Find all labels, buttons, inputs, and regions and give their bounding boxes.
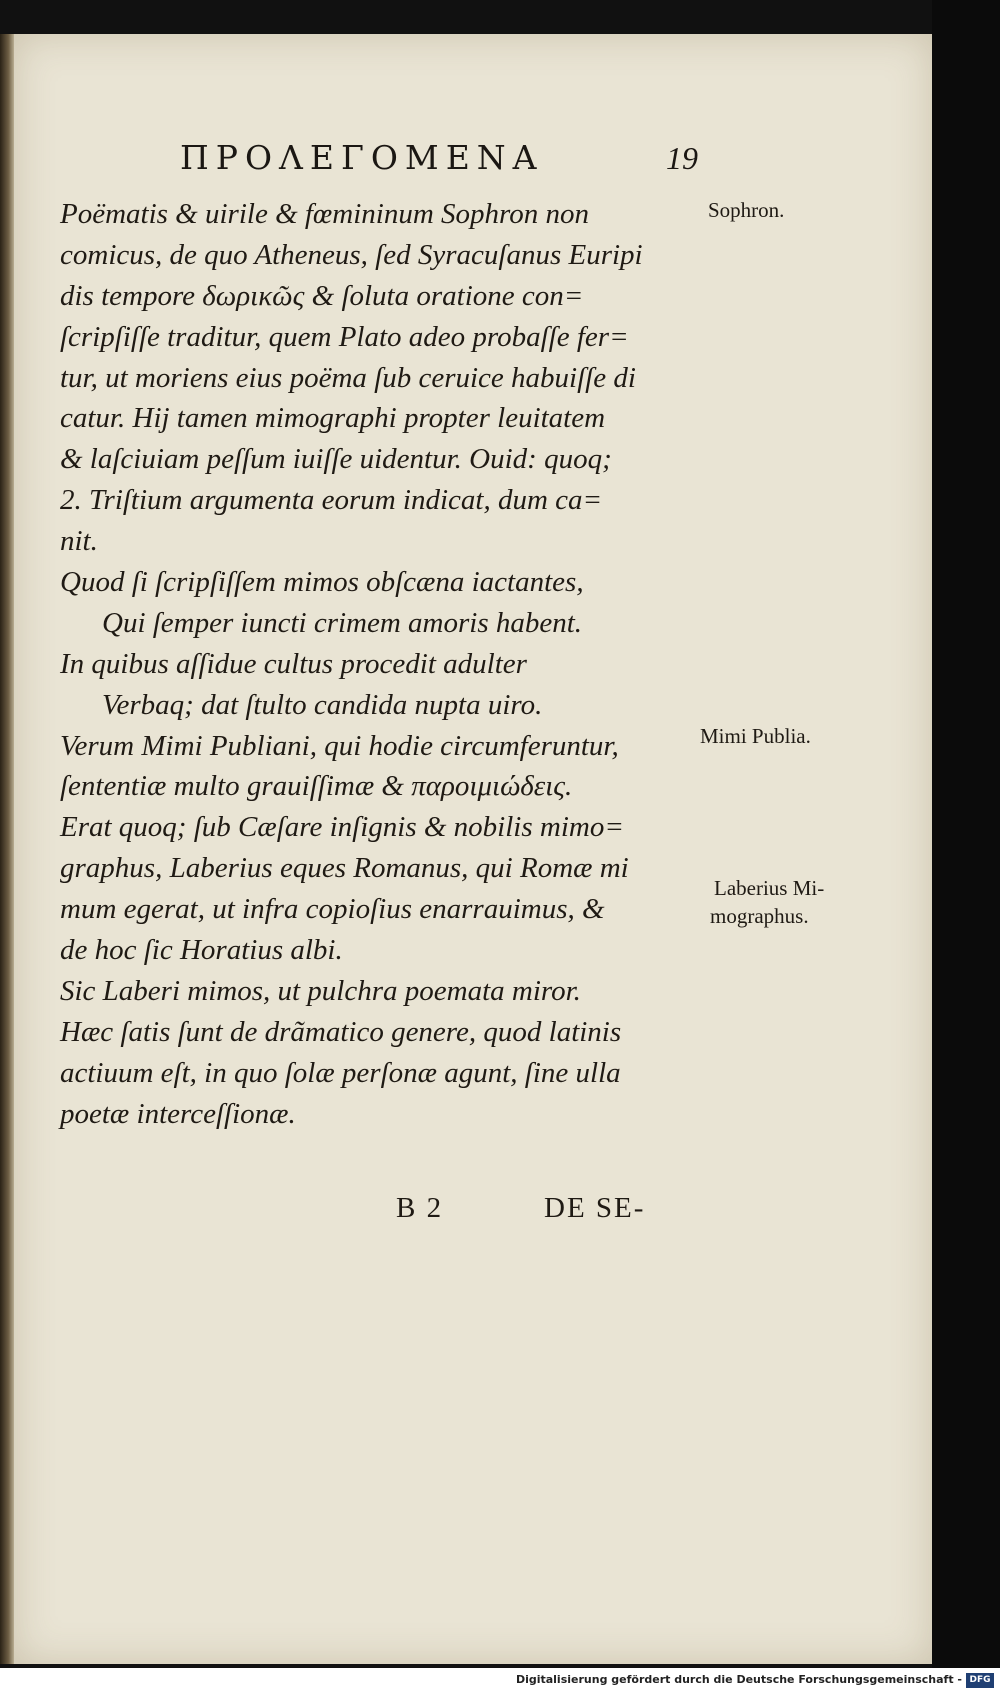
text-line: comicus, de quo Atheneus, ſed Syracuſanus Euripi [60, 238, 643, 271]
verse-line: Qui ſemper iuncti crimem amoris habent. [102, 606, 583, 639]
text-line: Hæc ſatis ſunt de drãmatico genere, quod latinis [60, 1015, 622, 1048]
book-page [14, 34, 932, 1664]
page-number: 19 [666, 140, 698, 176]
text-line: graphus, Laberius eques Romanus, qui Romæ mi [60, 852, 629, 885]
text-line: ſcripſiſſe traditur, quem Plato adeo probaſſe fer= [60, 320, 629, 353]
text-line: ſententiæ multo grauiſſimæ & παροιμιώδεις. [60, 770, 573, 803]
text-line: nit. [60, 525, 98, 558]
text-line: de hoc ſic Horatius albi. [60, 934, 343, 967]
text-line: tur, ut moriens eius poëma ſub ceruice habuiſſe di [60, 361, 636, 394]
text-line: dis tempore δωρικῶς & ſoluta oratione con= [60, 279, 584, 312]
catchword: DE SE- [544, 1192, 646, 1224]
footer-credit: Digitalisierung gefördert durch die Deutsche Forschungsgemeinschaft - [515, 1673, 962, 1686]
book-gutter [0, 34, 14, 1664]
text-line: mum egerat, ut infra copioſius enarrauimus, & [60, 893, 605, 926]
signature-mark: B 2 [396, 1192, 444, 1224]
verse-line: Verbaq; dat ſtulto candida nupta uiro. [102, 688, 543, 721]
text-line: 2. Triſtium argumenta eorum indicat, dum ca= [60, 484, 603, 517]
margin-note-laberius-1: Laberius Mi- [714, 876, 825, 900]
margin-note-sophron: Sophron. [708, 198, 785, 222]
text-line: Poëmatis & uirile & fœmininum Sophron non [60, 198, 589, 230]
scan-right-margin [932, 0, 1000, 1668]
footer-bar [0, 1668, 1000, 1694]
dfg-logo: DFG [966, 1673, 994, 1688]
text-line: Erat quoq; ſub Cæſare inſignis & nobilis mimo= [60, 811, 624, 844]
text-line: & laſciuiam peſſum iuiſſe uidentur. Ouid: quoq; [60, 443, 612, 476]
body-text [60, 194, 710, 1134]
margin-note-laberius-2: mographus. [710, 904, 809, 928]
text-line: Verum Mimi Publiani, qui hodie circumferuntur, [60, 729, 619, 762]
verse-line: Sic Laberi mimos, ut pulchra poemata miror. [60, 974, 581, 1007]
verse-line: In quibus aſſidue cultus procedit adulter [60, 647, 527, 680]
text-line: actiuum eſt, in quo ſolæ perſonæ agunt, ſine ulla [60, 1056, 621, 1089]
margin-note-mimi-publiani: Mimi Publia. [700, 724, 811, 748]
text-line: poetæ interceſſionæ. [60, 1097, 296, 1130]
verse-line: Quod ſi ſcripſiſſem mimos obſcæna iactantes, [60, 566, 584, 599]
text-line: catur. Hij tamen mimographi propter leuitatem [60, 402, 606, 435]
running-head: ΠΡΟΛΕΓΟΜΕΝΑ [180, 138, 544, 177]
